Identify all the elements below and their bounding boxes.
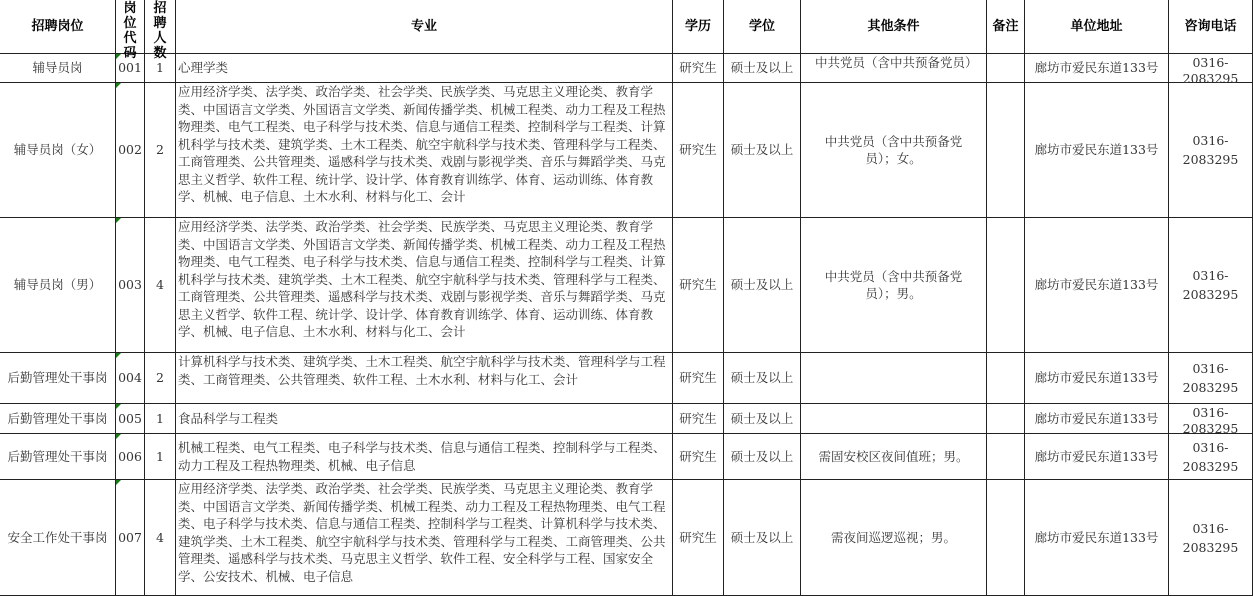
header-code-text: 岗位代码 [123,0,137,61]
cell-marker [116,404,121,409]
cell-major-text: 食品科学与工程类 [178,410,279,426]
cell-count: 1 [145,54,176,83]
cell-conditions: 需固安校区夜间值班；男。 [801,434,987,480]
cell-marker [116,434,121,439]
cell-degree: 硕士及以上 [724,434,801,480]
header-count-text: 招聘人数 [153,0,167,61]
cell-code-text: 006 [118,448,142,464]
cell-degree: 硕士及以上 [724,353,801,404]
cell-major [176,218,673,353]
cell-code [116,353,145,404]
table-row [0,83,1253,218]
cell-phone-text: 0316-2083295 [1182,268,1239,302]
cell-code-text: 001 [118,60,142,76]
cell-education: 研究生 [673,434,724,480]
cell-remark [987,434,1025,480]
cell-remark [987,353,1025,404]
cell-code [116,404,145,434]
cell-degree: 硕士及以上 [724,83,801,218]
cell-code [116,218,145,353]
cell-count: 2 [145,83,176,218]
cell-position [0,480,116,596]
cell-position-text: 后勤管理处干事岗 [7,370,108,386]
header-major: 专业 [176,0,673,54]
table-row [0,54,1253,83]
cell-major [176,404,673,434]
cell-degree: 硕士及以上 [724,218,801,353]
cell-phone [1169,434,1253,480]
cell-education: 研究生 [673,218,724,353]
table-row [0,404,1253,434]
cell-address: 廊坊市爱民东道133号 [1025,404,1169,434]
cell-phone-text: 0316-2083295 [1182,54,1239,86]
cell-remark [987,480,1025,596]
cell-phone-text: 0316-2083295 [1182,439,1239,474]
cell-code [116,83,145,218]
cell-marker [116,353,121,358]
cell-phone [1169,353,1253,404]
header-row [0,0,1253,54]
header-remark: 备注 [987,0,1025,54]
cell-remark [987,218,1025,353]
cell-conditions [801,54,987,83]
cell-conditions [801,353,987,404]
cell-education: 研究生 [673,480,724,596]
cell-code-text: 003 [118,277,142,293]
cell-conditions-text: 中共党员（含中共预备党员）；男。 [824,268,963,301]
cell-major [176,480,673,596]
cell-conditions [801,218,987,353]
cell-count: 4 [145,218,176,353]
cell-phone [1169,83,1253,218]
cell-phone [1169,404,1253,434]
cell-code-text: 002 [118,142,142,158]
cell-major-text: 应用经济学类、法学类、政治学类、社会学类、民族学类、马克思主义理论类、教育学类、中国语言文学类、外国语言文学类、新闻传播学类、机械工程类、动力工程及工程热物理类、电气工程类、电子科学与技术类、信息与通信工程类、控制科学与工程类、计算机科学与技术类、建筑学类、土木工程类、航空宇航科学与技术类、管理科学与工程类、工商管理类、公共管理类、遥感科学与技术类、戏剧与影视学类、音乐与舞蹈学类、马克思主义哲学、软件工程、统计学、设计学、体育教育训练学、体育、运动训练、体育教学、机械、电子信息、土木水利、材料与化工、会计 [178,84,666,204]
cell-position-text: 后勤管理处干事岗 [7,448,108,464]
cell-remark [987,83,1025,218]
header-position: 招聘岗位 [0,0,116,54]
cell-major-text: 机械工程类、电气工程类、电子科学与技术类、信息与通信工程类、控制科学与工程类、动力工程及工程热物理类、机械、电子信息 [178,440,666,473]
cell-phone [1169,54,1253,86]
cell-education: 研究生 [673,353,724,404]
header-code [116,0,145,61]
cell-conditions-text: 中共党员（含中共预备党员） [815,54,978,70]
header-conditions: 其他条件 [801,0,987,54]
cell-position: 辅导员岗（男） [0,218,116,353]
table-row [0,218,1253,353]
cell-phone-text: 0316-2083295 [1182,361,1239,395]
cell-code-text: 004 [118,370,142,386]
cell-code [116,480,145,596]
header-phone: 咨询电话 [1169,0,1253,54]
cell-position: 辅导员岗（女） [0,83,116,218]
cell-major-text: 应用经济学类、法学类、政治学类、社会学类、民族学类、马克思主义理论类、教育学类、中国语言文学类、新闻传播学类、机械工程类、动力工程及工程热物理类、电气工程类、电子科学与技术类、信息与通信工程类、控制科学与工程类、计算机科学与技术类、建筑学类、土木工程类、航空宇航科学与技术类、管理科学与工程类、工商管理类、公共管理类、遥感科学与技术类、马克思主义哲学、软件工程、安全科学与工程、国家安全学、公安技术、机械、电子信息 [178,481,666,584]
cell-position-text: 后勤管理处干事岗 [7,410,108,426]
cell-conditions-text: 中共党员（含中共预备党员）；女。 [824,133,963,166]
cell-count: 2 [145,353,176,404]
cell-count: 4 [145,480,176,596]
cell-code-text: 007 [118,529,142,545]
cell-phone-text: 0316-2083295 [1182,404,1239,436]
cell-address: 廊坊市爱民东道133号 [1025,480,1169,596]
cell-degree: 硕士及以上 [724,404,801,434]
cell-position-text: 安全工作处干事岗 [7,529,108,545]
cell-remark [987,404,1025,434]
cell-conditions: 需夜间巡逻巡视；男。 [801,480,987,596]
cell-conditions [801,83,987,218]
cell-code-text: 005 [118,410,142,426]
table-row [0,480,1253,596]
cell-marker [116,83,121,88]
cell-address: 廊坊市爱民东道133号 [1025,83,1169,218]
table-row [0,434,1253,480]
cell-marker [116,480,121,485]
cell-address: 廊坊市爱民东道133号 [1025,218,1169,353]
table-row [0,353,1253,404]
cell-major [176,83,673,218]
cell-code [116,434,145,480]
cell-address: 廊坊市爱民东道133号 [1025,353,1169,404]
cell-conditions [801,404,987,434]
cell-major-text: 心理学类 [178,60,229,76]
header-degree: 学位 [724,0,801,54]
header-education: 学历 [673,0,724,54]
header-address: 单位地址 [1025,0,1169,54]
cell-education: 研究生 [673,404,724,434]
cell-major [176,54,673,83]
cell-count: 1 [145,404,176,434]
cell-phone-text: 0316-2083295 [1182,520,1239,555]
cell-major [176,353,673,404]
cell-degree: 硕士及以上 [724,54,801,83]
cell-marker [116,218,121,223]
cell-phone-text: 0316-2083295 [1182,133,1239,167]
cell-position [0,353,116,404]
cell-remark [987,54,1025,83]
cell-education: 研究生 [673,54,724,83]
cell-address: 廊坊市爱民东道133号 [1025,434,1169,480]
cell-count: 1 [145,434,176,480]
cell-phone [1169,218,1253,353]
cell-marker [116,54,121,59]
cell-phone [1169,480,1253,596]
cell-education: 研究生 [673,83,724,218]
cell-address: 廊坊市爱民东道133号 [1025,54,1169,83]
cell-position [0,434,116,480]
cell-code [116,54,145,83]
cell-position: 辅导员岗 [0,54,116,83]
cell-major-text: 应用经济学类、法学类、政治学类、社会学类、民族学类、马克思主义理论类、教育学类、中国语言文学类、外国语言文学类、新闻传播学类、机械工程类、动力工程及工程热物理类、电气工程类、电子科学与技术类、信息与通信工程类、控制科学与工程类、计算机科学与技术类、建筑学类、土木工程类、航空宇航科学与技术类、管理科学与工程类、工商管理类、公共管理类、遥感科学与技术类、戏剧与影视学类、音乐与舞蹈学类、马克思主义哲学、软件工程、统计学、设计学、体育教育训练学、体育、运动训练、体育教学、机械、电子信息、土木水利、材料与化工、会计 [178,219,666,339]
cell-major [176,434,673,480]
cell-major-text: 计算机科学与技术类、建筑学类、土木工程类、航空宇航科学与技术类、管理科学与工程类、工商管理类、公共管理类、软件工程、土木水利、材料与化工、会计 [178,354,666,387]
header-count [145,0,176,61]
cell-degree: 硕士及以上 [724,480,801,596]
cell-position [0,404,116,434]
